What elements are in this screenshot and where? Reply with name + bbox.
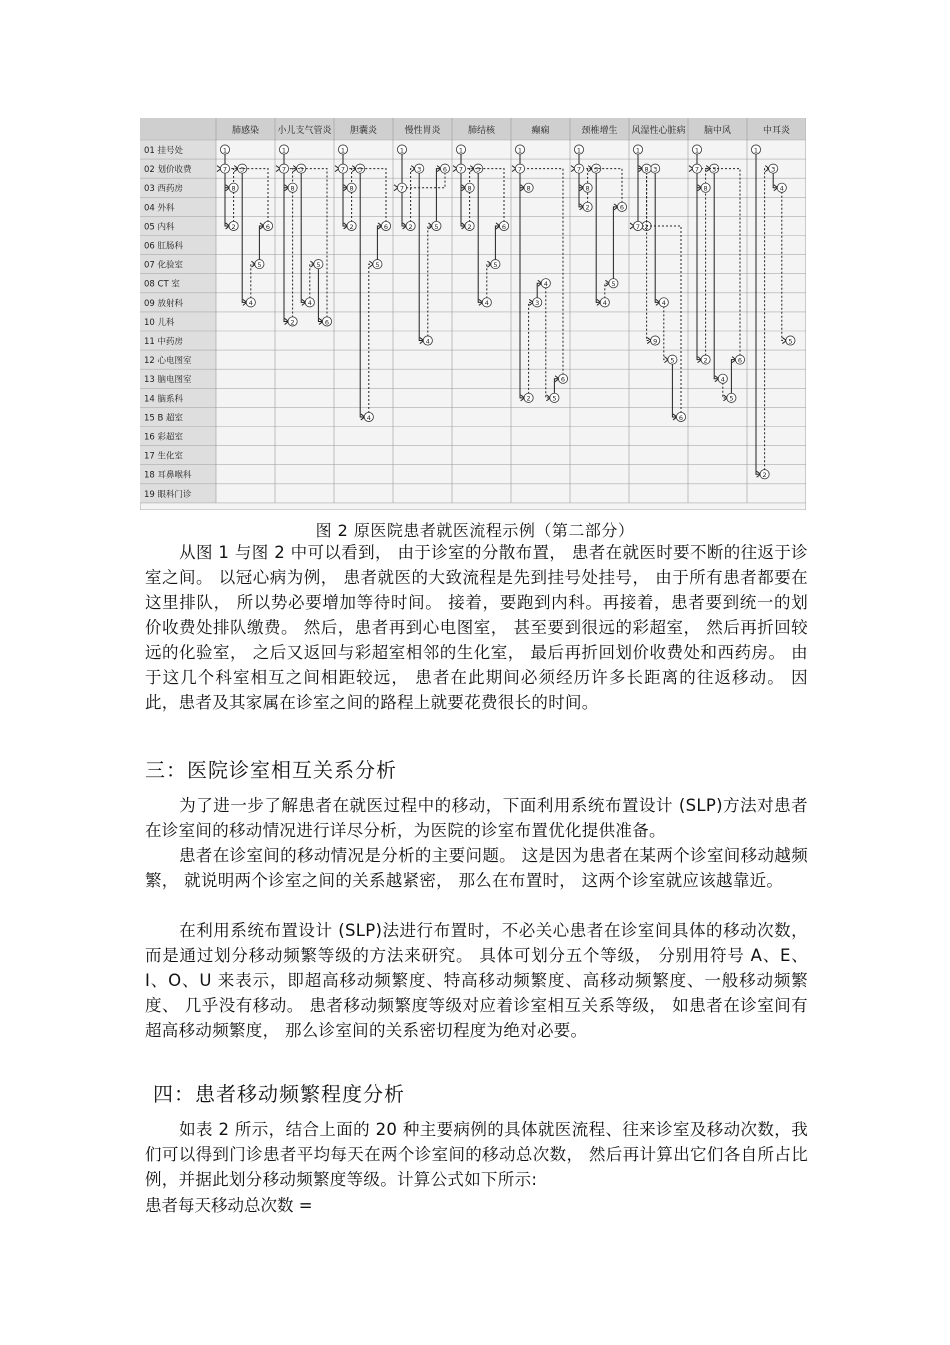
- step-number: 4: [425, 337, 430, 346]
- step-number: 7: [281, 165, 287, 174]
- step-number: 4: [543, 280, 548, 289]
- step-number: 1: [281, 146, 287, 155]
- step-number: 4: [720, 375, 725, 384]
- column-header: 颈椎增生: [581, 126, 618, 136]
- column-header: 肺结核: [467, 126, 496, 136]
- column-header: 小儿支气管炎: [277, 126, 332, 136]
- row-label: 19 眼科门诊: [144, 489, 192, 500]
- step-number: 7: [340, 165, 346, 174]
- step-number: 5: [729, 394, 734, 403]
- step-number: 6: [383, 222, 389, 231]
- paragraph-3-text: 患者在诊室间的移动情况是分析的主要问题。 这是因为患者在某两个诊室间移动越频繁， 就说明两个诊室之间的关系越紧密， 那么在布置时， 这两个诊室就应该越靠近。: [145, 846, 808, 890]
- step-number: 3: [771, 165, 776, 174]
- step-number: 6: [737, 356, 743, 365]
- paragraph-3: [145, 843, 808, 893]
- step-number: 8: [703, 184, 708, 193]
- step-number: 5: [788, 337, 793, 346]
- step-number: 1: [222, 146, 228, 155]
- step-number: 9: [653, 337, 658, 346]
- step-number: 3: [653, 165, 658, 174]
- step-number: 1: [694, 146, 700, 155]
- step-number: 2: [644, 222, 649, 231]
- section-heading-3: 三：医院诊室相互关系分析: [145, 758, 397, 782]
- paragraph-2-text: 为了进一步了解患者在就医过程中的移动，下面利用系统布置设计 (SLP)方法对患者在诊室间的移动情况进行详尽分析，为医院的诊室布置优化提供准备。: [145, 796, 808, 840]
- step-number: 7: [222, 165, 228, 174]
- step-number: 5: [375, 260, 380, 269]
- row-label: 14 脑系科: [144, 394, 184, 405]
- column-header: 胆囊炎: [349, 126, 378, 136]
- step-number: 2: [408, 222, 413, 231]
- step-number: 3: [712, 165, 717, 174]
- column-header: 风湿性心脏病: [631, 126, 686, 136]
- section-heading-4: 四：患者移动频繁程度分析: [153, 1082, 405, 1106]
- step-number: 1: [635, 146, 641, 155]
- step-number: 1: [399, 146, 405, 155]
- step-number: 2: [703, 356, 708, 365]
- row-label: 12 心电图室: [144, 356, 192, 367]
- row-label: 11 中药房: [144, 337, 184, 347]
- paragraph-4: [145, 918, 808, 1043]
- row-label: 02 划价收费: [144, 165, 192, 176]
- step-number: 7: [458, 165, 464, 174]
- formula-line: 患者每天移动总次数 =: [145, 1196, 313, 1215]
- step-number: 8: [644, 165, 649, 174]
- figure-caption: 图 2 原医院患者就医流程示例（第二部分）: [315, 521, 635, 540]
- step-number: 6: [324, 318, 330, 327]
- row-label: 06 肛肠科: [144, 241, 184, 252]
- row-label: 04 外科: [144, 203, 175, 214]
- step-number: 7: [576, 165, 582, 174]
- step-number: 2: [762, 471, 767, 480]
- step-number: 4: [484, 299, 489, 308]
- step-number: 5: [493, 260, 498, 269]
- step-number: 8: [467, 184, 472, 193]
- step-number: 8: [349, 184, 354, 193]
- step-number: 5: [611, 280, 616, 289]
- row-label: 16 彩超室: [144, 432, 184, 443]
- step-number: 1: [458, 146, 464, 155]
- step-number: 7: [399, 184, 405, 193]
- step-number: 6: [265, 222, 271, 231]
- paragraph-4-text: 在利用系统布置设计 (SLP)法进行布置时，不必关心患者在诊室间具体的移动次数， 而是通过划分移动频繁等级的方法来研究。 具体可划分五个等级， 分别用符号 A、E、I、O、U 来表示，即超高移动频繁度、特高移动频繁度、高移动频繁度、一般移动频繁度、 几乎没有移动。 患者移动频繁度等级对应着诊室相互关系等级， 如患者在诊室间有超高移动频繁度， 那么诊室间的关系密切程度为绝对必要。: [145, 921, 808, 1040]
- step-number: 3: [476, 165, 481, 174]
- step-number: 3: [358, 165, 363, 174]
- step-number: 6: [678, 413, 684, 422]
- step-number: 5: [316, 260, 321, 269]
- step-number: 6: [560, 375, 566, 384]
- paragraph-1: [145, 540, 808, 715]
- column-header: 脑中风: [703, 126, 732, 136]
- step-number: 1: [576, 146, 582, 155]
- step-number: 8: [290, 184, 295, 193]
- step-number: 7: [635, 222, 641, 231]
- row-label: 13 脑电图室: [144, 375, 192, 386]
- row-label: 03 西药房: [144, 184, 184, 195]
- row-label: 10 儿科: [144, 317, 175, 328]
- row-label: 08 CT 室: [144, 279, 180, 290]
- step-number: 3: [299, 165, 304, 174]
- step-number: 5: [670, 356, 675, 365]
- row-label: 07 化验室: [144, 260, 184, 271]
- step-number: 2: [290, 318, 295, 327]
- step-number: 8: [585, 184, 590, 193]
- row-label: 17 生化室: [144, 451, 184, 462]
- step-number: 1: [340, 146, 346, 155]
- step-number: 2: [526, 394, 531, 403]
- column-header: 癫痫: [531, 126, 550, 136]
- step-number: 6: [619, 203, 625, 212]
- row-label: 05 内科: [144, 222, 175, 233]
- paragraph-5: [145, 1117, 808, 1192]
- paragraph-1-text: 从图 1 与图 2 中可以看到， 由于诊室的分散布置， 患者在就医时要不断的往返于诊室之间。 以冠心病为例， 患者就医的大致流程是先到挂号处挂号， 由于所有患者都要在这里排队， 所以势必要增加等待时间。 接着，要跑到内科。再接着，患者要到统一的划价收费处排队缴费。 然后，患者再到心电图室， 甚至要到很远的彩超室， 然后再折回较远的化验室， 之后又返回与彩超室相邻的生化室， 最后再折回划价收费处和西药房。 由于这几个科室相互之间相距较远， 患者在此期间必须经历许多长距离的往返移动。 因此，患者及其家属在诊室之间的路程上就要花费很长的时间。: [145, 543, 808, 712]
- step-number: 2: [585, 203, 590, 212]
- step-number: 1: [753, 146, 759, 155]
- step-number: 2: [349, 222, 354, 231]
- step-number: 2: [231, 222, 236, 231]
- step-number: 8: [231, 184, 236, 193]
- step-number: 7: [517, 165, 523, 174]
- paragraph-2: [145, 793, 808, 843]
- step-number: 8: [526, 184, 531, 193]
- step-number: 4: [779, 184, 784, 193]
- step-number: 5: [552, 394, 557, 403]
- step-number: 3: [594, 165, 599, 174]
- flowchart-svg: [140, 118, 806, 510]
- step-number: 4: [366, 413, 371, 422]
- column-header: 中耳炎: [762, 126, 791, 136]
- row-label: 09 放射科: [144, 298, 184, 309]
- step-number: 5: [434, 222, 439, 231]
- step-number: 6: [442, 165, 448, 174]
- step-number: 4: [248, 299, 253, 308]
- step-number: 3: [240, 165, 245, 174]
- row-label: 18 耳鼻喉科: [144, 470, 192, 481]
- paragraph-5-text: 如表 2 所示，结合上面的 20 种主要病例的具体就医流程、往来诊室及移动次数，我们可以得到门诊患者平均每天在两个诊室间的移动总次数， 然后再计算出它们各自所占比例，并据此划分移动频繁度等级。计算公式如下所示:: [145, 1120, 808, 1189]
- step-number: 7: [694, 165, 700, 174]
- step-number: 3: [417, 165, 422, 174]
- step-number: 5: [257, 260, 262, 269]
- step-number: 4: [661, 299, 666, 308]
- step-number: 4: [307, 299, 312, 308]
- column-header: 肺感染: [231, 126, 260, 136]
- column-header: 慢性胃炎: [404, 126, 441, 136]
- step-number: 2: [467, 222, 472, 231]
- step-number: 4: [602, 299, 607, 308]
- step-number: 1: [517, 146, 523, 155]
- row-label: 15 B 超室: [144, 413, 184, 424]
- flowchart-figure: [140, 118, 806, 510]
- row-label: 01 挂号处: [144, 146, 184, 156]
- step-number: 3: [535, 299, 540, 308]
- step-number: 6: [501, 222, 507, 231]
